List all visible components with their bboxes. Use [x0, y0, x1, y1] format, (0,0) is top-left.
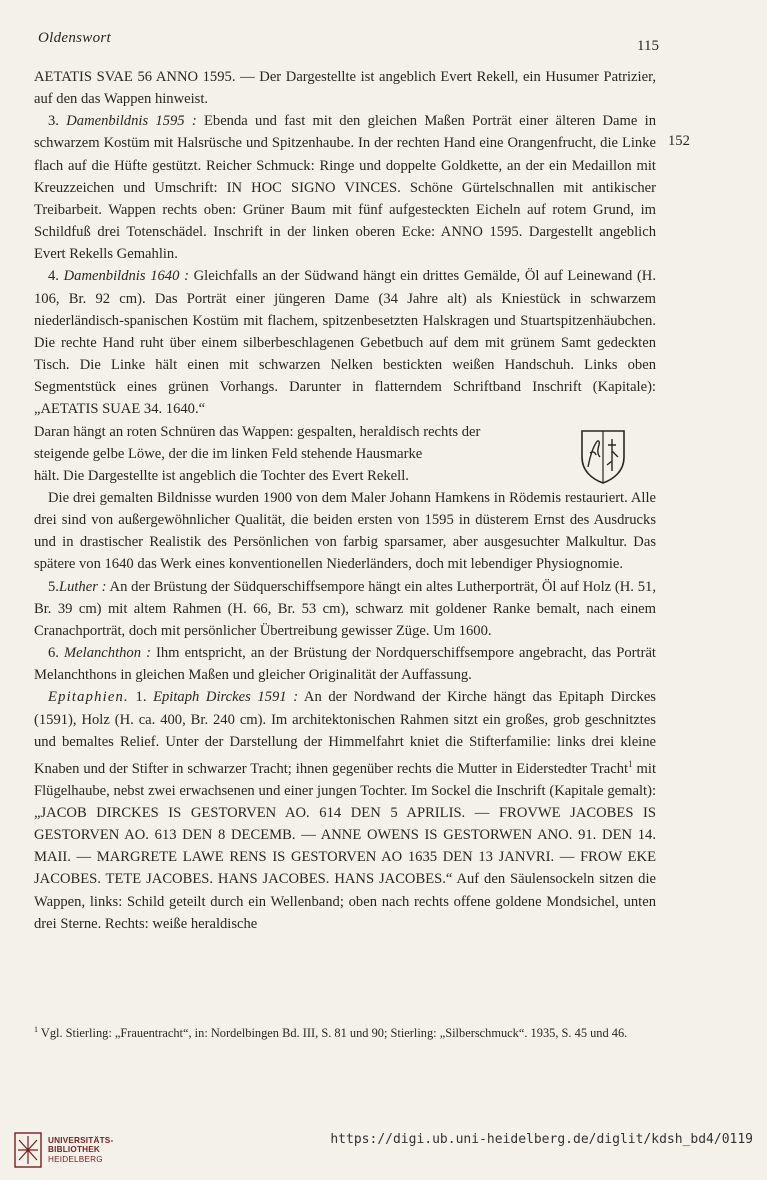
page-url-link[interactable]: https://digi.ub.uni-heidelberg.de/diglit/kdsh_bd4/0119	[330, 1132, 753, 1147]
paragraph-epitaphien	[34, 686, 656, 935]
item-title: Luther :	[58, 578, 107, 595]
paragraph-luther	[34, 576, 656, 642]
logo-line-3: HEIDELBERG	[48, 1154, 103, 1164]
item-title: Melanchthon :	[64, 645, 151, 662]
item-title: Damenbildnis 1595 :	[66, 113, 197, 130]
running-head: Oldenswort	[38, 30, 112, 46]
item-text: Ihm entspricht, an der Brüstung der Nordquerschiffsempore angebracht, das Porträt Melanchthons in gleichen Maßen und gleicher Originalität der Auffassung.	[34, 645, 656, 684]
footnote-reference[interactable]: 1	[628, 758, 633, 769]
footnote-marker: 1	[34, 1025, 38, 1034]
item-title: Damenbildnis 1640 :	[63, 268, 189, 285]
footnote	[34, 1020, 656, 1043]
item-number: 1.	[128, 689, 154, 706]
paragraph-damenbildnis-1640	[34, 265, 656, 420]
item-title: Epitaph Dirckes 1591 :	[153, 689, 299, 706]
item-text: Gleichfalls an der Südwand hängt ein drittes Gemälde, Öl auf Leinewand (H. 106, Br. 92 cm). Das Porträt einer jüngeren Dame (34 Jahre alt) als Kniestück in schwarzem niederländisch-spanischen Kostüm mit flachem, spitzenbesetzten Halskragen und Stuartspitzenhäubchen. Die rechte Hand ruht über einem silberbeschlagenen Gebetbuch auf dem mit grünem Samt gedeckten Tisch. Die Linke hält einen mit schwarzen Nelken bestickten weißen Handschuh. Links oben Segmentstück eines grünen Vorhangs. Darunter in flatterndem Schriftband Inschrift (Kapitale): „AETATIS SUAE 34. 1640.“	[34, 268, 656, 418]
item-text: An der Nordwand der Kirche hängt das Epitaph Dirckes (1591), Holz (H. ca. 400, Br. 240 cm). Im architektonischen Rahmen sitzt ein großes, grob geschnitztes und bemaltes Relief. Unter der Darstellung der Himmelfahrt kniet die Stifterfamilie: links drei kleine Knaben und der Stifter in schwarzer Tracht; ihnen gegenüber rechts die Mutter in Eiderstedter Tracht	[34, 689, 656, 777]
item-text: An der Brüstung der Südquerschiffsempore hängt ein altes Lutherporträt, Öl auf Holz (H. 51, Br. 39 cm) mit altem Rahmen (H. 66, Br. 53 cm), schwarz mit goldener Ranke bemalt, nach einem Cranachporträt, doch mit persönlicher Übertreibung gewisser Züge. Um 1600.	[34, 578, 656, 639]
section-heading: Epitaphien.	[48, 689, 129, 706]
item-number: 6.	[48, 645, 59, 662]
body-text	[34, 66, 656, 935]
item-number: 3.	[48, 113, 59, 130]
library-logo-icon	[14, 1132, 42, 1168]
item-text: Ebenda und fast mit den gleichen Maßen Porträt einer älteren Dame in schwarzem Kostüm mit Halsrüsche und Spitzenhaube. In der rechten Hand eine Orangenfrucht, die Linke flach auf die Hüfte gestützt. Reicher Schmuck: Ringe und doppelte Goldkette, an der ein Medaillon mit Kreuzzeichen und Umschrift: IN HOC SIGNO VINCES. Schöne Gürtelschnallen mit antikischer Treibarbeit. Wappen rechts oben: Grüner Baum mit fünf aufgesteckten Eicheln auf rotem Grund, im Schildfuß drei Totenschädel. Inschrift in der linken oberen Ecke: ANNO 1595. Dargestellt angeblich Evert Rekells Gemahlin.	[34, 113, 656, 263]
margin-note: 152	[668, 133, 690, 149]
paragraph-wappen-line-2: steigende gelbe Löwe, der die im linken Feld stehende Hausmarke	[34, 445, 423, 462]
logo-line-1: UNIVERSITÄTS-	[48, 1136, 114, 1145]
footnotes	[34, 1020, 656, 1043]
library-logo[interactable]	[14, 1132, 174, 1172]
item-number: 4.	[48, 268, 59, 285]
paragraph-restaurierung: Die drei gemalten Bildnisse wurden 1900 von dem Maler Johann Hamkens in Rödemis restauriert. Alle drei sind von außergewöhnlicher Qualität, die beiden ersten von 1595 in düsterem Ernst des Ausdrucks und in drastischer Realistik des Persönlichen von farbig sparsamer, aber ausgesuchter Malkultur. Das spätere von 1640 das Werk eines konventionellen Niederländers, doch mit lebendiger Physiognomie.	[34, 489, 656, 573]
logo-line-2: BIBLIOTHEK	[48, 1145, 101, 1155]
paragraph-damenbildnis-1595	[34, 110, 656, 265]
paragraph-inscription: AETATIS SVAE 56 ANNO 1595. — Der Dargestellte ist angeblich Evert Rekell, ein Husumer Patrizier, auf den das Wappen hinweist.	[34, 69, 656, 108]
item-number: 5.	[48, 578, 59, 595]
coat-of-arms-icon	[578, 427, 628, 485]
paragraph-wappen-line-1: Daran hängt an roten Schnüren das Wappen: gespalten, heraldisch rechts der	[34, 423, 481, 440]
footnote-text: Vgl. Stierling: „Frauentracht“, in: Nordelbingen Bd. III, S. 81 und 90; Stierling: „Silberschmuck“. 1935, S. 45 und 46.	[38, 1026, 628, 1041]
paragraph-wappen-line-3: hält. Die Dargestellte ist angeblich die Tochter des Evert Rekell.	[34, 467, 409, 484]
paragraph-melanchthon	[34, 642, 656, 686]
page-number: 115	[637, 38, 659, 54]
library-logo-text	[48, 1136, 113, 1164]
item-text-continued: mit Flügelhaube, nebst zwei erwachsenen und einer jungen Tochter. Im Sockel die Inschrift (Kapitale gemalt): „JACOB DIRCKES IS GESTORVEN AO. 614 DEN 5 APRILIS. — FROVWE JACOBES IS GESTORVEN AO. 613 DEN 8 DECEMB. — ANNE OWENS IS GESTORWEN ANO. 91. DEN 14. MAII. — MARGRETE LAWE RENS IS GESTORVEN AO 1635 DEN 13 JANVRI. — FROW EKE JACOBES. TETE JACOBES. HANS JACOBES. HANS JACOBES.“ Auf den Säulensockeln sitzen die Wappen, links: Schild geteilt durch ein Wellenband; oben nach rechts offene goldene Mondsichel, unten drei Sterne. Rechts: weiße heraldische	[34, 760, 657, 932]
